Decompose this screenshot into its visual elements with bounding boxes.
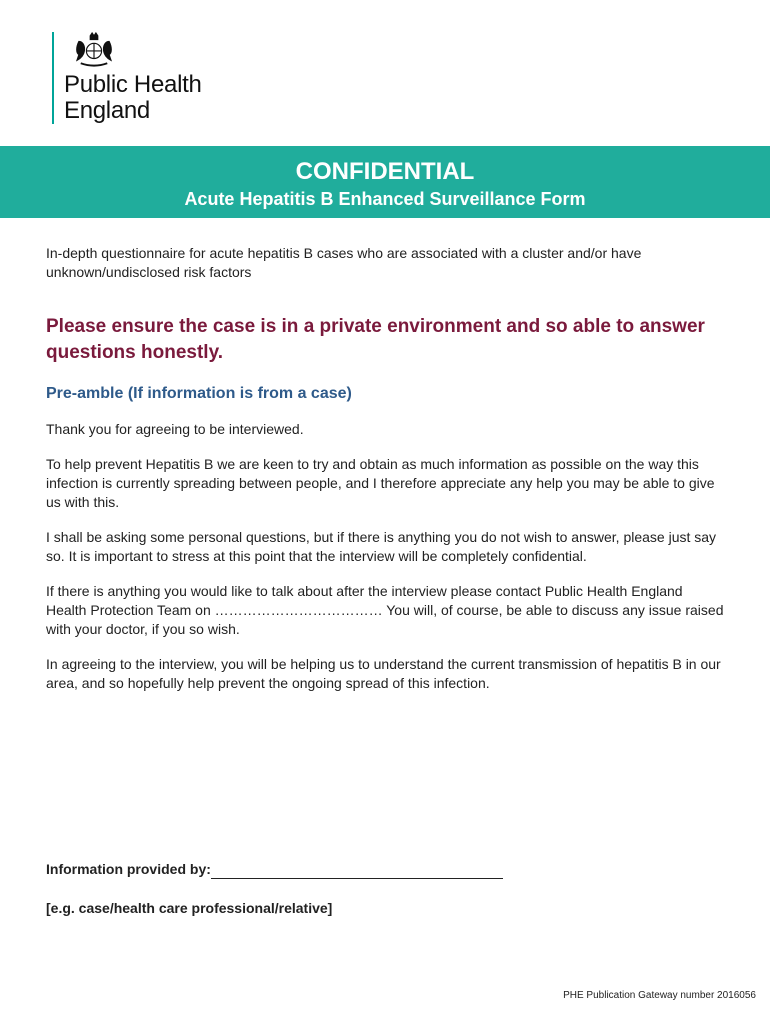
preamble-paragraph-4: If there is anything you would like to talk about after the interview please contact Public Health England Health Protection Team on ……………………………… You will, of course, be able to discuss any issue raised with your doctor, if you so wish. (46, 583, 724, 637)
royal-crest-icon (70, 32, 118, 68)
privacy-warning: Please ensure the case is in a private environment and so able to answer questions honestly. (46, 316, 705, 363)
logo-line-2: England (64, 97, 150, 124)
preamble-paragraph-2: To help prevent Hepatitis B we are keen to try and obtain as much information as possible on the way this infection is currently spreading between people, and I therefore appreciate any help you may be able to give us with this. (46, 456, 715, 510)
intro-text: In-depth questionnaire for acute hepatitis B cases who are associated with a cluster and/or have unknown/undisclosed risk factors (46, 245, 642, 280)
banner-title: CONFIDENTIAL (295, 158, 475, 185)
header-banner (0, 146, 770, 218)
information-provided-field[interactable] (211, 864, 503, 879)
preamble-heading: Pre-amble (If information is from a case) (46, 385, 352, 402)
information-provided-example: [e.g. case/health care professional/relative] (46, 900, 333, 916)
logo-rule (52, 32, 54, 124)
logo-text (64, 72, 202, 124)
phe-logo (52, 32, 202, 124)
preamble-paragraph-3: I shall be asking some personal questions, but if there is anything you do not wish to answer, please just say so. It is important to stress at this point that the interview will be completely confidential. (46, 529, 717, 564)
preamble-paragraph-5: In agreeing to the interview, you will be helping us to understand the current transmission of hepatitis B in our area, and so hopefully help prevent the ongoing spread of this infection. (46, 656, 721, 691)
logo-body (64, 32, 202, 124)
information-provided-line (46, 860, 726, 879)
main-content (46, 244, 726, 693)
logo-line-1: Public Health (64, 71, 202, 98)
preamble-paragraph-1: Thank you for agreeing to be interviewed. (46, 421, 304, 437)
publication-gateway-number: PHE Publication Gateway number 2016056 (563, 990, 756, 1001)
banner-subtitle: Acute Hepatitis B Enhanced Surveillance Form (184, 189, 586, 209)
information-provided-section (46, 860, 726, 918)
information-provided-label: Information provided by: (46, 861, 211, 877)
